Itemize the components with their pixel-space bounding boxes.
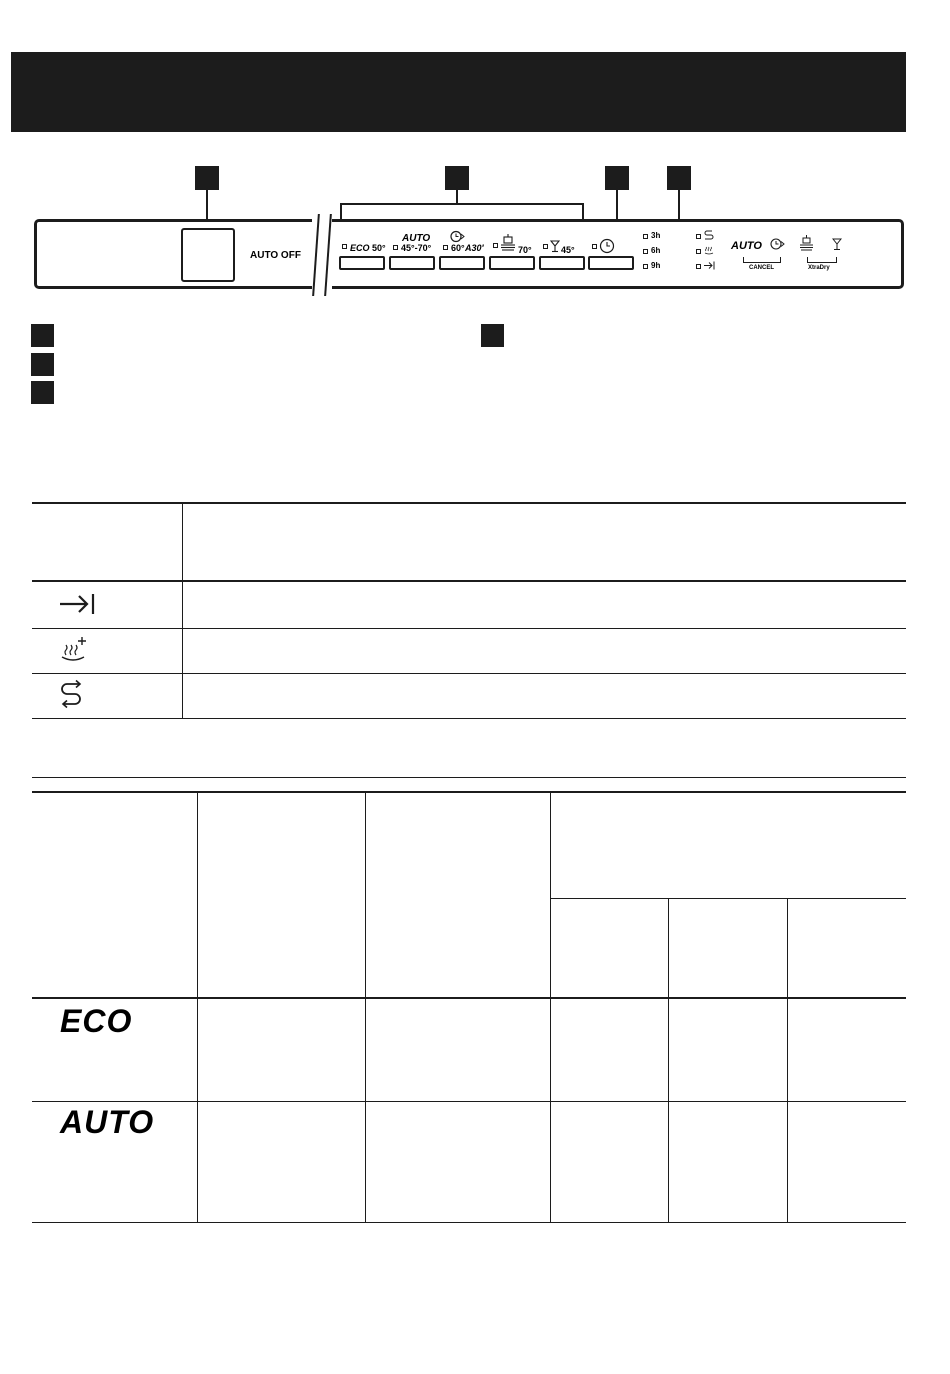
leader-line (456, 190, 458, 204)
on-off-button[interactable] (181, 228, 235, 282)
table-rule (32, 1222, 906, 1223)
table-rule (32, 718, 906, 719)
auto-off-label: AUTO OFF (250, 250, 301, 261)
program-glass-button[interactable] (539, 256, 585, 270)
panel-break (312, 214, 332, 296)
table-rule (32, 791, 906, 793)
program-eco-temp: 50° (372, 243, 386, 253)
program-row-auto-logo: AUTO (60, 1104, 155, 1140)
table-rule (32, 777, 906, 778)
callout-marker-1 (195, 166, 219, 190)
program-row-eco-logo: ECO (60, 1003, 133, 1039)
rinse-loop-icon (60, 679, 84, 711)
callout-marker-4 (667, 166, 691, 190)
quick-clock-icon (449, 230, 467, 243)
rinse-loop-icon (704, 229, 714, 241)
bracket-line (340, 203, 584, 205)
delay-option-3h: 3h (651, 231, 661, 240)
delay-button[interactable] (588, 256, 634, 270)
glass-icon (550, 240, 560, 253)
callout-marker-2 (445, 166, 469, 190)
table-column-divider (668, 898, 669, 1223)
table-rule (32, 628, 906, 629)
xtradry-option-button[interactable] (796, 232, 846, 274)
program-eco-brand: ECO (350, 243, 370, 253)
delay-option-6h: 6h (651, 246, 661, 255)
auto-option-button[interactable] (728, 232, 790, 274)
legend-marker-1 (31, 324, 54, 347)
xtradry-label: XtraDry (808, 265, 830, 271)
legend-marker-4 (481, 324, 504, 347)
arrow-to-bar-icon (59, 592, 95, 616)
table-column-divider (197, 793, 198, 1223)
delay-led (643, 249, 648, 254)
program-led (443, 245, 448, 250)
program-auto-temp: 45°-70° (401, 243, 432, 253)
table-rule (32, 502, 906, 504)
program-glass-temp: 45° (561, 245, 575, 255)
program-intensive-temp: 70° (518, 245, 532, 255)
program-quick-brand: A30′ (465, 243, 484, 253)
arrow-to-bar-icon (704, 261, 715, 270)
program-auto-button[interactable] (389, 256, 435, 270)
steam-plus-icon (60, 635, 90, 663)
program-eco-button[interactable] (339, 256, 385, 270)
legend-marker-2 (31, 353, 54, 376)
header-bar (11, 52, 906, 132)
program-intensive-button[interactable] (489, 256, 535, 270)
program-led (493, 243, 498, 248)
table-column-divider (365, 793, 366, 1223)
status-led (696, 249, 701, 254)
table-column-divider (550, 793, 551, 1223)
table-column-divider (182, 502, 183, 719)
delay-clock-icon (599, 238, 615, 254)
program-led (543, 244, 548, 249)
table-rule (550, 898, 906, 899)
program-auto-brand: AUTO (402, 233, 431, 244)
program-led (393, 245, 398, 250)
delay-led (592, 244, 597, 249)
delay-option-9h: 9h (651, 261, 661, 270)
program-quick-button[interactable] (439, 256, 485, 270)
status-led (696, 234, 701, 239)
pots-pans-icon (500, 234, 516, 252)
program-quick-temp: 60° (451, 243, 465, 253)
cancel-label: CANCEL (749, 265, 774, 271)
steam-plus-icon (704, 243, 714, 255)
delay-led (643, 264, 648, 269)
table-rule (32, 673, 906, 674)
callout-marker-3 (605, 166, 629, 190)
table-column-divider (787, 898, 788, 1223)
delay-led (643, 234, 648, 239)
table-rule (32, 580, 906, 582)
table-rule (32, 997, 906, 999)
status-led (696, 264, 701, 269)
program-led (342, 244, 347, 249)
legend-marker-3 (31, 381, 54, 404)
table-rule (32, 1101, 906, 1102)
option-auto-label: AUTO (731, 240, 762, 252)
